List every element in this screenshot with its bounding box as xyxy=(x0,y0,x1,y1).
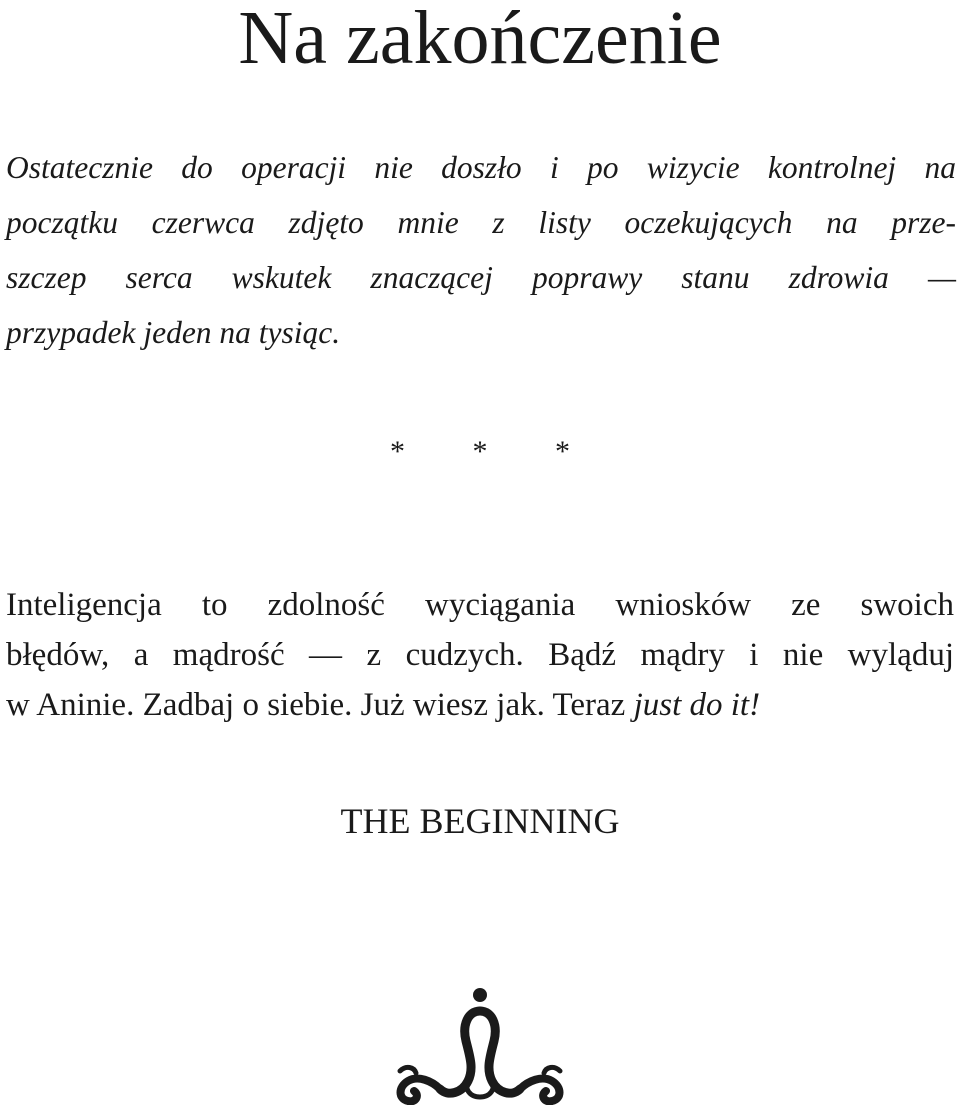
intro-paragraph xyxy=(6,140,956,360)
intro-line: Ostatecznie do operacji nie doszło i po wizycie kontrolnej na xyxy=(6,150,956,185)
fleuron-ornament-icon xyxy=(388,985,572,1105)
closing-heading: THE BEGINNING xyxy=(340,801,620,841)
wisdom-emphasis: just do it! xyxy=(633,687,761,723)
wisdom-line-text: w Aninie. Zadbaj o siebie. Już wiesz jak. Teraz xyxy=(6,687,634,723)
chapter-title: Na zakończenie xyxy=(238,0,722,80)
wisdom-line xyxy=(6,680,954,730)
section-separator: * * * xyxy=(390,435,570,468)
intro-line: początku czerwca zdjęto mnie z listy oczekujących na prze- xyxy=(6,205,956,240)
wisdom-line: Inteligencja to zdolność wyciągania wniosków ze swoich xyxy=(6,587,954,623)
intro-line: przypadek jeden na tysiąc. xyxy=(6,315,341,350)
wisdom-paragraph xyxy=(6,580,954,730)
wisdom-line: błędów, a mądrość — z cudzych. Bądź mądry i nie wyląduj xyxy=(6,637,954,673)
intro-line: szczep serca wskutek znaczącej poprawy stanu zdrowia — xyxy=(6,260,956,295)
